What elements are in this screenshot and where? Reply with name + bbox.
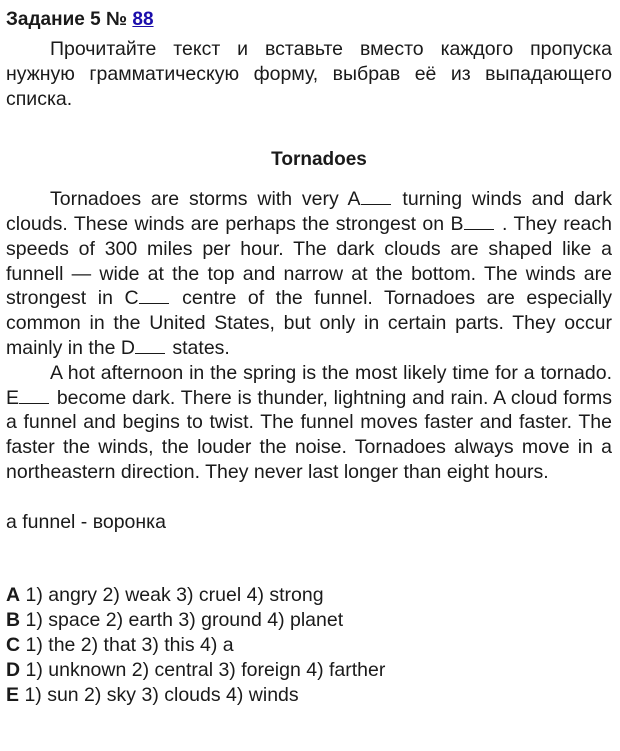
option-row-b bbox=[6, 608, 612, 633]
option-row-c bbox=[6, 633, 612, 658]
option-choices: 1) the 2) that 3) this 4) a bbox=[25, 633, 234, 656]
option-letter: E bbox=[6, 683, 20, 706]
option-letter: A bbox=[6, 583, 21, 606]
option-row-e bbox=[6, 683, 612, 708]
paragraph-text: A hot afternoon in the spring is the most likely time for a tornado. E bbox=[6, 361, 612, 409]
option-choices: 1) unknown 2) central 3) foreign 4) farther bbox=[25, 658, 386, 681]
story-title: Tornadoes bbox=[271, 149, 367, 171]
gap-c[interactable] bbox=[139, 287, 169, 304]
option-row-d bbox=[6, 658, 612, 683]
story-paragraph-1 bbox=[6, 187, 612, 361]
option-letter: C bbox=[6, 633, 21, 656]
gap-d[interactable] bbox=[135, 337, 165, 354]
answer-options bbox=[6, 583, 612, 708]
vocabulary-gloss: a funnel - воронка bbox=[6, 510, 166, 533]
task-instruction: Прочитайте текст и вставьте вместо каждого пропуска нужную грамматическую форму, выбрав её из выпадающего списка. bbox=[6, 38, 612, 110]
task-label: Задание 5 № bbox=[6, 9, 128, 30]
option-letter: B bbox=[6, 608, 21, 631]
task-number-link[interactable]: 88 bbox=[132, 9, 154, 30]
paragraph-text: centre of the funnel. Tornadoes are especially common in the United States, but only in certain parts. They occur mainly in the D bbox=[6, 287, 612, 359]
paragraph-text: Tornadoes are storms with very A bbox=[50, 188, 361, 211]
option-choices: 1) angry 2) weak 3) cruel 4) strong bbox=[25, 583, 324, 606]
story-paragraph-2 bbox=[6, 361, 612, 485]
option-choices: 1) space 2) earth 3) ground 4) planet bbox=[25, 608, 344, 631]
gap-e[interactable] bbox=[19, 387, 49, 404]
gap-b[interactable] bbox=[464, 213, 494, 230]
paragraph-text: become dark. There is thunder, lightning and rain. A cloud forms a funnel and begins to twist. The funnel moves faster and faster. The faster the winds, the louder the noise. Tornadoes always move in a northeastern direction. They never last longer than eight hours. bbox=[6, 386, 612, 483]
task-header bbox=[6, 8, 612, 32]
option-choices: 1) sun 2) sky 3) clouds 4) winds bbox=[24, 683, 299, 706]
option-letter: D bbox=[6, 658, 21, 681]
paragraph-text: states. bbox=[166, 336, 230, 359]
option-row-a bbox=[6, 583, 612, 608]
gap-a[interactable] bbox=[361, 188, 391, 205]
paragraph-text: . They reach speeds of 300 miles per hour. The dark clouds are shaped like a funnell — wide at the top and narrow at the bottom. The winds are strongest in C bbox=[6, 212, 612, 310]
paragraph-text: turning winds and dark clouds. These winds are perhaps the strongest on B bbox=[6, 188, 612, 235]
